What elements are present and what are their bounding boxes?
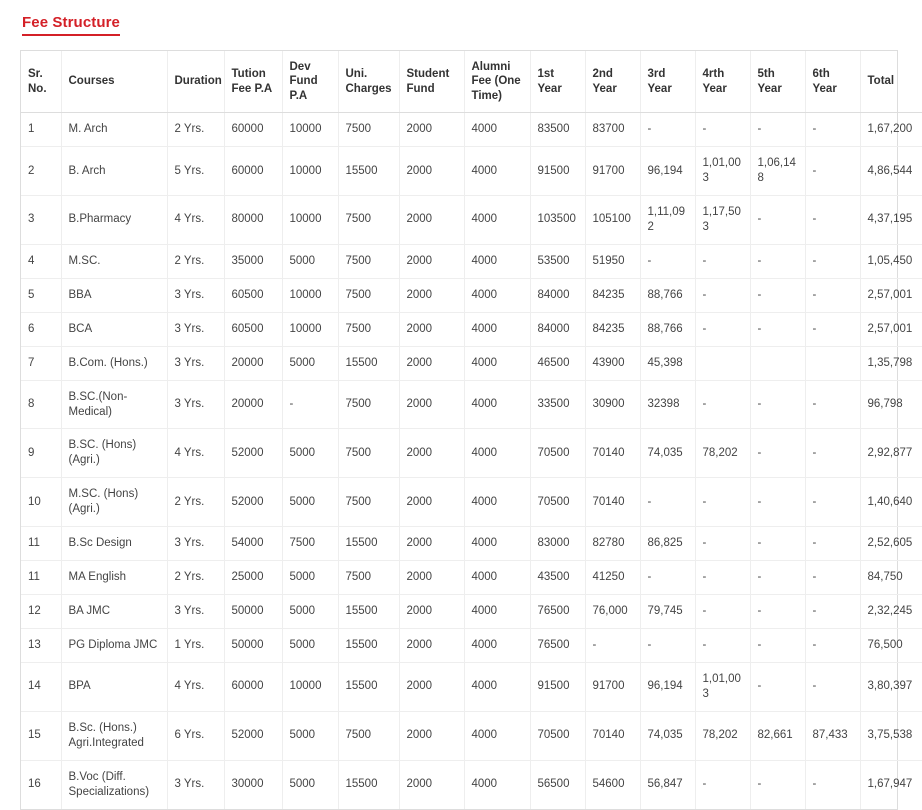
table-cell: -	[805, 561, 860, 595]
table-cell: BCA	[61, 312, 167, 346]
table-cell: B.Voc (Diff. Specializations)	[61, 760, 167, 808]
table-cell: 91500	[530, 147, 585, 196]
table-cell: 2000	[399, 629, 464, 663]
table-cell: 60000	[224, 147, 282, 196]
table-cell: 4000	[464, 561, 530, 595]
table-cell: 2000	[399, 244, 464, 278]
table-cell: 52000	[224, 711, 282, 760]
table-cell: -	[750, 113, 805, 147]
table-cell: 5	[21, 278, 61, 312]
table-cell: 1	[21, 113, 61, 147]
column-header-1st-year: 1st Year	[530, 51, 585, 113]
table-cell: 2000	[399, 278, 464, 312]
column-header-sr-no: Sr. No.	[21, 51, 61, 113]
table-cell: 3,75,538	[860, 711, 922, 760]
table-cell: 2000	[399, 760, 464, 808]
table-cell: 50000	[224, 629, 282, 663]
table-cell: 2 Yrs.	[167, 561, 224, 595]
table-cell: 96,194	[640, 147, 695, 196]
table-cell: -	[585, 629, 640, 663]
table-cell: 96,194	[640, 662, 695, 711]
table-cell: 76500	[530, 595, 585, 629]
table-cell: -	[640, 244, 695, 278]
table-cell: 84235	[585, 312, 640, 346]
table-cell: -	[640, 629, 695, 663]
column-header-dev-fund: Dev Fund P.A	[282, 51, 338, 113]
table-cell: 7	[21, 346, 61, 380]
table-cell: 91700	[585, 147, 640, 196]
table-cell: B.SC. (Hons)(Agri.)	[61, 429, 167, 478]
table-cell: 6 Yrs.	[167, 711, 224, 760]
table-cell: -	[695, 561, 750, 595]
table-cell: 83000	[530, 527, 585, 561]
table-cell: 5000	[282, 346, 338, 380]
table-cell: B.Sc Design	[61, 527, 167, 561]
table-cell: 3	[21, 195, 61, 244]
table-cell: 1,67,200	[860, 113, 922, 147]
table-cell: 4000	[464, 711, 530, 760]
table-cell: -	[750, 662, 805, 711]
table-cell: 2000	[399, 595, 464, 629]
table-cell: B. Arch	[61, 147, 167, 196]
table-row	[21, 429, 922, 478]
table-cell	[750, 346, 805, 380]
table-cell: B.Sc. (Hons.) Agri.Integrated	[61, 711, 167, 760]
table-cell: 8	[21, 380, 61, 429]
table-cell: 7500	[338, 561, 399, 595]
table-cell: 4	[21, 244, 61, 278]
table-cell: 103500	[530, 195, 585, 244]
table-cell: 2,32,245	[860, 595, 922, 629]
table-cell: 4000	[464, 244, 530, 278]
table-cell: 2 Yrs.	[167, 478, 224, 527]
table-cell: 2000	[399, 662, 464, 711]
table-row	[21, 147, 922, 196]
table-cell: 51950	[585, 244, 640, 278]
table-header	[21, 51, 922, 113]
table-cell: 83700	[585, 113, 640, 147]
table-cell: 2,52,605	[860, 527, 922, 561]
table-cell: PG Diploma JMC	[61, 629, 167, 663]
table-cell: M.SC. (Hons)(Agri.)	[61, 478, 167, 527]
table-cell: 4 Yrs.	[167, 662, 224, 711]
table-cell: 2 Yrs.	[167, 113, 224, 147]
table-cell: 70140	[585, 711, 640, 760]
table-row	[21, 711, 922, 760]
table-cell: 7500	[338, 312, 399, 346]
table-cell: 7500	[338, 380, 399, 429]
table-cell: 20000	[224, 346, 282, 380]
table-cell: -	[805, 429, 860, 478]
table-cell: 45,398	[640, 346, 695, 380]
column-header-3rd-year: 3rd Year	[640, 51, 695, 113]
table-cell: 60000	[224, 113, 282, 147]
table-cell: 91500	[530, 662, 585, 711]
table-cell: 10000	[282, 312, 338, 346]
table-cell: -	[750, 595, 805, 629]
table-cell: 2000	[399, 147, 464, 196]
column-header-alumni-fee: Alumni Fee (One Time)	[464, 51, 530, 113]
table-cell: -	[750, 195, 805, 244]
table-cell: B.Pharmacy	[61, 195, 167, 244]
table-cell: 5000	[282, 629, 338, 663]
table-cell: 74,035	[640, 429, 695, 478]
table-cell: 70140	[585, 478, 640, 527]
table-cell: 70140	[585, 429, 640, 478]
table-cell: 46500	[530, 346, 585, 380]
table-cell: 76,500	[860, 629, 922, 663]
table-cell: 43900	[585, 346, 640, 380]
table-cell: 4000	[464, 527, 530, 561]
table-cell: -	[695, 278, 750, 312]
table-cell: 3 Yrs.	[167, 346, 224, 380]
table-cell: 82780	[585, 527, 640, 561]
table-cell: -	[750, 380, 805, 429]
table-cell: 2000	[399, 380, 464, 429]
table-cell: 3,80,397	[860, 662, 922, 711]
column-header-courses: Courses	[61, 51, 167, 113]
table-cell: 105100	[585, 195, 640, 244]
table-cell	[805, 346, 860, 380]
table-cell: 12	[21, 595, 61, 629]
table-cell: 14	[21, 662, 61, 711]
table-cell: -	[805, 244, 860, 278]
table-cell: -	[750, 527, 805, 561]
table-cell: 1,67,947	[867, 778, 913, 791]
table-cell: BBA	[61, 278, 167, 312]
table-cell: 35000	[224, 244, 282, 278]
table-cell: 6	[21, 312, 61, 346]
table-row	[21, 595, 922, 629]
table-cell: 3 Yrs.	[167, 527, 224, 561]
table-cell: -	[695, 113, 750, 147]
table-cell: 2000	[399, 561, 464, 595]
table-cell: 4 Yrs.	[167, 429, 224, 478]
table-cell: 2	[21, 147, 61, 196]
table-cell: 87,433	[805, 711, 860, 760]
table-row	[21, 561, 922, 595]
table-cell: 10000	[282, 195, 338, 244]
table-cell: -	[695, 244, 750, 278]
page-title: Fee Structure	[22, 14, 120, 36]
table-cell: 50000	[224, 595, 282, 629]
table-cell: 53500	[530, 244, 585, 278]
table-cell: 1,01,003	[695, 662, 750, 711]
table-cell: 1 Yrs.	[167, 629, 224, 663]
column-header-2nd-year: 2nd Year	[585, 51, 640, 113]
table-cell: 16	[21, 760, 61, 808]
table-row	[21, 113, 922, 147]
table-row	[21, 244, 922, 278]
column-header-student-fund: Student Fund	[399, 51, 464, 113]
table-cell: -	[695, 760, 750, 808]
table-cell: 5000	[282, 595, 338, 629]
table-cell: 86,825	[640, 527, 695, 561]
table-cell: 7500	[338, 244, 399, 278]
column-header-tuition-fee: Tution Fee P.A	[224, 51, 282, 113]
table-cell: -	[750, 244, 805, 278]
table-cell: 4000	[464, 595, 530, 629]
table-cell: 9	[21, 429, 61, 478]
table-cell: 2000	[399, 429, 464, 478]
table-cell: 15	[21, 711, 61, 760]
table-cell: 60000	[224, 662, 282, 711]
table-cell: 70500	[530, 478, 585, 527]
table-cell: -	[750, 629, 805, 663]
table-cell: B.SC.(Non-Medical)	[61, 380, 167, 429]
table-cell: 5000	[282, 760, 338, 808]
column-header-duration: Duration	[167, 51, 224, 113]
table-cell: 20000	[224, 380, 282, 429]
table-cell: -	[695, 629, 750, 663]
table-cell: 1,35,798	[860, 346, 922, 380]
table-cell: 5000	[282, 478, 338, 527]
table-cell: 2000	[399, 195, 464, 244]
table-cell: 7500	[338, 195, 399, 244]
table-row	[21, 195, 922, 244]
table-cell: 56500	[530, 760, 585, 808]
column-header-4rth-year: 4rth Year	[695, 51, 750, 113]
table-cell: -	[805, 380, 860, 429]
table-cell: M. Arch	[61, 113, 167, 147]
table-cell: 76500	[530, 629, 585, 663]
table-row	[21, 346, 922, 380]
table-cell: 2000	[399, 113, 464, 147]
table-cell: 10000	[282, 662, 338, 711]
table-cell: -	[750, 278, 805, 312]
table-cell: 4000	[464, 629, 530, 663]
table-cell: 4000	[464, 195, 530, 244]
table-cell: 15500	[338, 662, 399, 711]
column-header-uni-charges: Uni. Charges	[338, 51, 399, 113]
column-header-total: Total	[860, 51, 922, 113]
table-cell: 2000	[399, 478, 464, 527]
table-cell: 82,661	[750, 711, 805, 760]
table-cell: 60500	[224, 312, 282, 346]
table-cell: 5000	[282, 244, 338, 278]
table-cell: 83500	[530, 113, 585, 147]
table-cell: 4000	[464, 278, 530, 312]
table-row	[21, 478, 922, 527]
table-cell: 33500	[530, 380, 585, 429]
table-cell: 91700	[585, 662, 640, 711]
table-cell: 1,40,640	[860, 478, 922, 527]
table-header-row	[21, 51, 922, 113]
table-cell: 10000	[282, 113, 338, 147]
table-cell: 10	[21, 478, 61, 527]
table-cell: 11	[21, 527, 61, 561]
table-cell: 54000	[224, 527, 282, 561]
table-cell: 25000	[224, 561, 282, 595]
table-cell: 15500	[338, 760, 399, 808]
table-row	[21, 380, 922, 429]
table-cell: 13	[21, 629, 61, 663]
table-cell: 30000	[224, 760, 282, 808]
table-cell: -	[750, 429, 805, 478]
table-row	[21, 312, 922, 346]
table-cell: 52000	[224, 429, 282, 478]
table-cell: 70500	[530, 711, 585, 760]
table-cell: 54600	[585, 760, 640, 808]
table-cell: 2,57,001	[860, 312, 922, 346]
table-cell: 2000	[399, 312, 464, 346]
column-header-6th-year: 6th Year	[805, 51, 860, 113]
table-cell: -	[695, 595, 750, 629]
table-cell: -	[640, 561, 695, 595]
table-cell: -	[805, 760, 860, 808]
table-cell: 4,37,195	[860, 195, 922, 244]
table-cell: 7500	[338, 278, 399, 312]
table-cell: 7500	[282, 527, 338, 561]
table-cell: 2000	[399, 346, 464, 380]
table-cell: 7500	[338, 429, 399, 478]
table-cell: 88,766	[640, 312, 695, 346]
table-cell: 10000	[282, 278, 338, 312]
table-cell: 4000	[464, 662, 530, 711]
table-cell: 2000	[399, 527, 464, 561]
table-cell: 3 Yrs.	[167, 595, 224, 629]
table-cell: 4000	[464, 312, 530, 346]
table-cell: 84,750	[860, 561, 922, 595]
table-cell: 11	[21, 561, 61, 595]
table-cell: MA English	[61, 561, 167, 595]
table-cell: -	[695, 312, 750, 346]
table-cell: 74,035	[640, 711, 695, 760]
table-cell: 4000	[464, 147, 530, 196]
table-cell: 43500	[530, 561, 585, 595]
table-cell: 4,86,544	[860, 147, 922, 196]
table-body	[21, 113, 922, 809]
column-header-5th-year: 5th Year	[750, 51, 805, 113]
table-cell: -	[695, 478, 750, 527]
table-cell: 4000	[464, 478, 530, 527]
table-cell: 96,798	[860, 380, 922, 429]
table-cell: 3 Yrs.	[167, 380, 224, 429]
table-cell: -	[805, 312, 860, 346]
table-row	[21, 527, 922, 561]
table-cell: 5000	[282, 711, 338, 760]
table-cell: -	[805, 662, 860, 711]
table-cell: 84000	[530, 278, 585, 312]
table-cell: 15500	[338, 346, 399, 380]
table-cell: -	[805, 147, 860, 196]
table-cell: -	[805, 595, 860, 629]
table-cell: 7500	[338, 711, 399, 760]
table-cell: 70500	[530, 429, 585, 478]
table-cell: BA JMC	[61, 595, 167, 629]
table-cell: 78,202	[695, 711, 750, 760]
table-cell: 2000	[399, 711, 464, 760]
fee-structure-table	[21, 51, 922, 809]
table-cell: 80000	[224, 195, 282, 244]
table-cell: 1,17,503	[695, 195, 750, 244]
table-row	[21, 278, 922, 312]
table-cell: 84235	[585, 278, 640, 312]
table-cell: 4000	[464, 113, 530, 147]
table-cell: -	[640, 113, 695, 147]
table-cell: 1,06,148	[750, 147, 805, 196]
table-cell: 60500	[224, 278, 282, 312]
table-cell: -	[805, 478, 860, 527]
table-cell: 4000	[464, 380, 530, 429]
table-cell: BPA	[61, 662, 167, 711]
table-cell: 2,57,001	[860, 278, 922, 312]
table-cell: 5000	[282, 561, 338, 595]
table-cell: 56,847	[640, 760, 695, 808]
table-cell: 2,92,877	[860, 429, 922, 478]
table-cell: -	[750, 760, 805, 808]
fee-structure-table-container	[20, 50, 913, 810]
table-cell: 1,11,092	[640, 195, 695, 244]
table-cell: 1,01,003	[695, 147, 750, 196]
table-cell: -	[750, 561, 805, 595]
table-cell: 3 Yrs.	[167, 312, 224, 346]
table-cell: 4000	[464, 760, 530, 808]
table-cell: 3 Yrs.	[167, 760, 224, 808]
table-row	[21, 662, 922, 711]
table-cell: B.Com. (Hons.)	[61, 346, 167, 380]
table-cell: -	[695, 380, 750, 429]
table-cell: 30900	[585, 380, 640, 429]
table-row	[21, 760, 922, 808]
table-cell	[695, 346, 750, 380]
table-cell: 15500	[338, 147, 399, 196]
table-cell: -	[750, 478, 805, 527]
table-cell: 15500	[338, 595, 399, 629]
table-cell: 41250	[585, 561, 640, 595]
table-cell: 88,766	[640, 278, 695, 312]
table-cell: -	[640, 478, 695, 527]
table-cell: -	[805, 527, 860, 561]
table-cell: 7500	[338, 113, 399, 147]
table-cell: 52000	[224, 478, 282, 527]
table-cell: 15500	[338, 527, 399, 561]
table-cell: 15500	[338, 629, 399, 663]
table-cell: 10000	[282, 147, 338, 196]
table-cell: 32398	[640, 380, 695, 429]
table-cell: -	[282, 380, 338, 429]
table-cell: 5 Yrs.	[167, 147, 224, 196]
table-cell: 4 Yrs.	[167, 195, 224, 244]
table-cell: 4000	[464, 429, 530, 478]
table-cell: 5000	[282, 429, 338, 478]
table-cell: -	[750, 312, 805, 346]
table-cell: 78,202	[695, 429, 750, 478]
table-cell: -	[805, 629, 860, 663]
table-cell: 4000	[464, 346, 530, 380]
table-cell: -	[695, 527, 750, 561]
table-cell: 7500	[338, 478, 399, 527]
table-cell: 84000	[530, 312, 585, 346]
table-cell: 2 Yrs.	[167, 244, 224, 278]
table-cell: -	[805, 278, 860, 312]
table-cell: 1,05,450	[860, 244, 922, 278]
table-cell: 76,000	[585, 595, 640, 629]
table-cell: 3 Yrs.	[167, 278, 224, 312]
table-cell: -	[805, 113, 860, 147]
table-cell: 79,745	[640, 595, 695, 629]
table-cell: M.SC.	[61, 244, 167, 278]
table-cell: -	[805, 195, 860, 244]
